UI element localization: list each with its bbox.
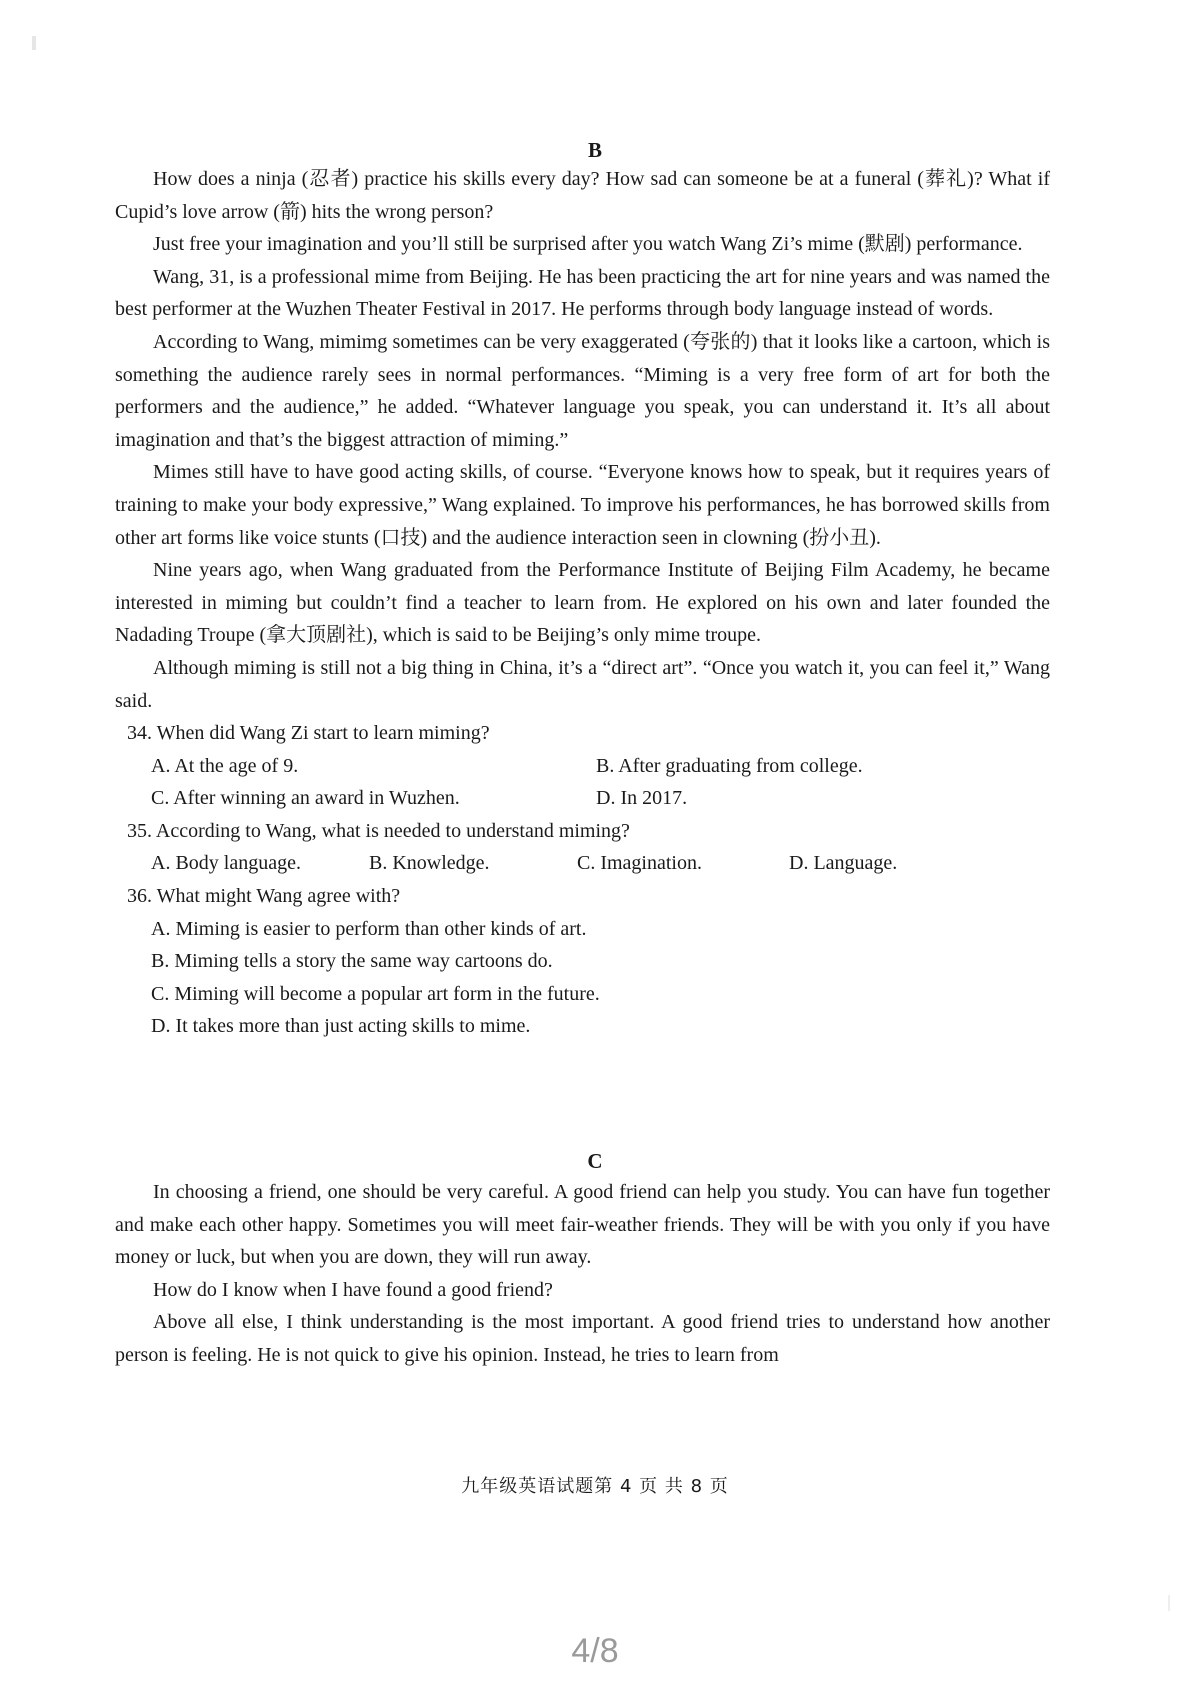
option-c: C. Miming will become a popular art form in the future. <box>151 982 600 1005</box>
option-b: B. Miming tells a story the same way cartoons do. <box>151 950 553 973</box>
page-counter: 4/8 <box>571 1632 619 1670</box>
page-footer: 九年级英语试题第 4 页 共 8 页 <box>461 1476 729 1497</box>
passage-paragraph: According to Wang, mimimg sometimes can be very exaggerated (夸张的) that it looks like a cartoon, which is something the audience rarely sees in normal performances. “Miming is a very free form of art for both the performers and the audience,” he added. “Whatever language you speak, you can understand it. It’s all about imagination and that’s the biggest attraction of miming.” <box>115 330 1050 451</box>
question-options <box>115 913 1050 1043</box>
scan-mark <box>32 36 36 50</box>
scan-mark <box>1168 1595 1170 1611</box>
question-stem: 34. When did Wang Zi start to learn miming? <box>127 722 490 745</box>
option-b: B. Knowledge. <box>369 852 490 875</box>
option-a: A. Miming is easier to perform than other kinds of art. <box>151 917 587 940</box>
passage-paragraph: Just free your imagination and you’ll still be surprised after you watch Wang Zi’s mime (默剧) performance. <box>153 233 1023 256</box>
option-b: B. After graduating from college. <box>596 754 863 777</box>
section-c-heading: C <box>587 1149 603 1173</box>
option-d: D. In 2017. <box>596 787 688 810</box>
question-35 <box>115 815 1050 880</box>
passage-paragraph: In choosing a friend, one should be very careful. A good friend can help you study. You can have fun together and make each other happy. Sometimes you will meet fair-weather friends. They will be with you only if you have money or luck, but when you are down, they will run away. <box>115 1181 1050 1269</box>
option-c: C. After winning an award in Wuzhen. <box>151 787 460 810</box>
option-a: A. At the age of 9. <box>151 754 299 777</box>
section-b-passage <box>115 163 1050 1043</box>
passage-paragraph: Mimes still have to have good acting skills, of course. “Everyone knows how to speak, but it requires years of training to make your body expressive,” Wang explained. To improve his performances, he has borrowed skills from other art forms like voice stunts (口技) and the audience interaction seen in clowning (扮小丑). <box>115 461 1050 549</box>
option-d: D. It takes more than just acting skills to mime. <box>151 1015 531 1038</box>
question-options <box>115 847 1050 880</box>
question-stem: 35. According to Wang, what is needed to understand miming? <box>127 819 630 842</box>
section-c-passage <box>115 1176 1050 1372</box>
section-b-heading: B <box>587 138 602 162</box>
question-36 <box>115 880 1050 1043</box>
question-stem: 36. What might Wang agree with? <box>127 885 401 908</box>
passage-paragraph: Wang, 31, is a professional mime from Beijing. He has been practicing the art for nine years and was named the best performer at the Wuzhen Theater Festival in 2017. He performs through body language instead of words. <box>115 265 1050 321</box>
passage-paragraph: Although miming is still not a big thing in China, it’s a “direct art”. “Once you watch it, you can feel it,” Wang said. <box>115 656 1050 712</box>
question-options <box>115 750 1050 815</box>
passage-paragraph: How does a ninja (忍者) practice his skills every day? How sad can someone be at a funeral (葬礼)? What if Cupid’s love arrow (箭) hits the wrong person? <box>115 168 1050 223</box>
passage-paragraph: Above all else, I think understanding is the most important. A good friend tries to understand how another person is feeling. He is not quick to give his opinion. Instead, he tries to learn from <box>115 1311 1050 1366</box>
option-d: D. Language. <box>789 852 898 875</box>
passage-paragraph: How do I know when I have found a good friend? <box>153 1278 553 1301</box>
option-c: C. Imagination. <box>577 852 702 875</box>
option-a: A. Body language. <box>151 852 301 875</box>
question-34 <box>115 717 1050 815</box>
passage-paragraph: Nine years ago, when Wang graduated from the Performance Institute of Beijing Film Academy, he became interested in miming but couldn’t find a teacher to learn from. He explored on his own and later founded the Nadading Troupe (拿大顶剧社), which is said to be Beijing’s only mime troupe. <box>115 559 1050 647</box>
